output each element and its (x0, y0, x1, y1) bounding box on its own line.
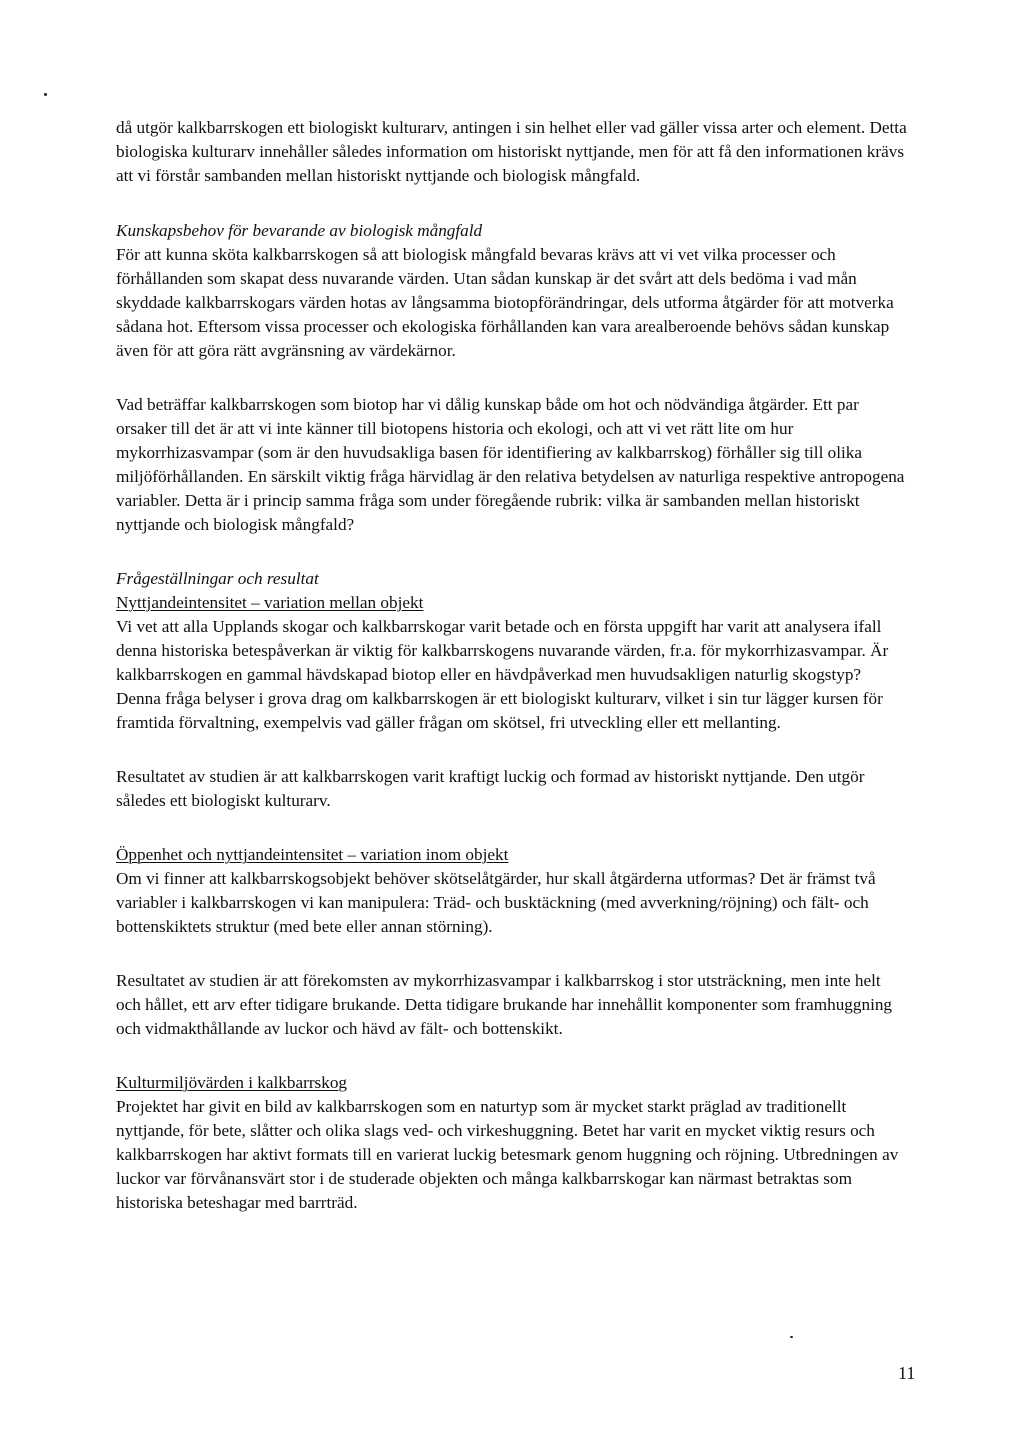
scan-speck (44, 93, 47, 96)
subheading-usage-between-objects: Nyttjandeintensitet – variation mellan objekt (116, 593, 424, 612)
section-heading-questions-results: Frågeställningar och resultat (116, 569, 319, 588)
openness-within-objects-paragraph-1: Om vi finner att kalkbarrskogsobjekt behöver skötselåtgärder, hur skall åtgärderna utformas? Det är främst två variabler i kalkbarrskogen vi kan manipulera: Träd- och busktäckning (med avverkning/röjning) och fält- och bottenskiktets struktur (med bete eller annan störning). (116, 869, 876, 936)
page-body (116, 116, 908, 1215)
knowledge-needs-paragraph-2: Vad beträffar kalkbarrskogen som biotop har vi dålig kunskap både om hot och nödvändiga åtgärder. Ett par orsaker till det är att vi inte känner till biotopens historia och ekologi, och att vi vet rätt lite om hur mykorrhizasvampar (som är den huvudsakliga basen för identifiering av kalkbarrskog) förhåller sig till olika miljöförhållanden. En särskilt viktig fråga härvidlag är den relativa betydelsen av naturliga respektive antropogena variabler. Detta är i princip samma fråga som under föregående rubrik: vilka är sambanden mellan historiskt nyttjande och biologisk mångfald? (116, 395, 905, 534)
subheading-cultural-values: Kulturmiljövärden i kalkbarrskog (116, 1073, 348, 1092)
knowledge-needs-paragraph-1: För att kunna sköta kalkbarrskogen så att biologisk mångfald bevaras krävs att vi vet vilka processer och förhållanden som skapat dess nuvarande värden. Utan sådan kunskap är det svårt att dels bedöma i vad mån skyddade kalkbarrskogars värden hotas av långsamma biotopförändringar, dels utforma åtgärder för att motverka sådana hot. Eftersom vissa processer och ekologiska förhållanden kan vara arealberoende behövs sådan kunskap även för att göra rätt avgränsning av värdekärnor. (116, 245, 894, 360)
usage-between-objects-paragraph-2: Resultatet av studien är att kalkbarrskogen varit kraftigt luckig och formad av historiskt nyttjande. Den utgör således ett biologiskt kulturarv. (116, 767, 865, 810)
section-heading-knowledge-needs: Kunskapsbehov för bevarande av biologisk mångfald (116, 221, 483, 240)
usage-between-objects-paragraph-1: Vi vet att alla Upplands skogar och kalkbarrskogar varit betade och en första uppgift har varit att analysera ifall denna historiska betespåverkan är viktig för kalkbarrskogens nuvarande värden, fr.a. för mykorrhizasvampar. Är kalkbarrskogen en gammal hävdskapad biotop eller en hävdpåverkad men huvudsakligen naturlig skogstyp? Denna fråga belyser i grova drag om kalkbarrskogen är ett biologiskt kulturarv, vilket i sin tur lägger kursen för framtida förvaltning, exempelvis vad gäller frågan om skötsel, fri utveckling eller ett mellanting. (116, 617, 889, 732)
cultural-values-paragraph-1: Projektet har givit en bild av kalkbarrskogen som en naturtyp som är mycket starkt präglad av traditionellt nyttjande, för bete, slåtter och olika slags ved- och virkeshuggning. Betet har varit en mycket viktig resurs och kalkbarrskogen har aktivt formats till en varierat luckig betesmark genom huggning och röjning. Utbredningen av luckor var förvånansvärt stor i de studerade objekten och många kalkbarrskogar kan närmast betraktas som historiska beteshagar med barrträd. (116, 1097, 899, 1212)
page-number: 11 (898, 1363, 916, 1383)
scan-speck (790, 1336, 793, 1338)
openness-within-objects-paragraph-2: Resultatet av studien är att förekomsten av mykorrhizasvampar i kalkbarrskog i stor utsträckning, men inte helt och hållet, ett arv efter tidigare brukande. Detta tidigare brukande har innehållit komponenter som framhuggning och vidmakthållande av luckor och hävd av fält- och bottenskikt. (116, 971, 893, 1038)
intro-paragraph: då utgör kalkbarrskogen ett biologiskt kulturarv, antingen i sin helhet eller vad gäller vissa arter och element. Detta biologiska kulturarv innehåller således information om historiskt nyttjande, men för att få den informationen krävs att vi förstår sambanden mellan historiskt nyttjande och biologisk mångfald. (116, 118, 907, 185)
subheading-openness-within-objects: Öppenhet och nyttjandeintensitet – variation inom objekt (116, 845, 509, 864)
